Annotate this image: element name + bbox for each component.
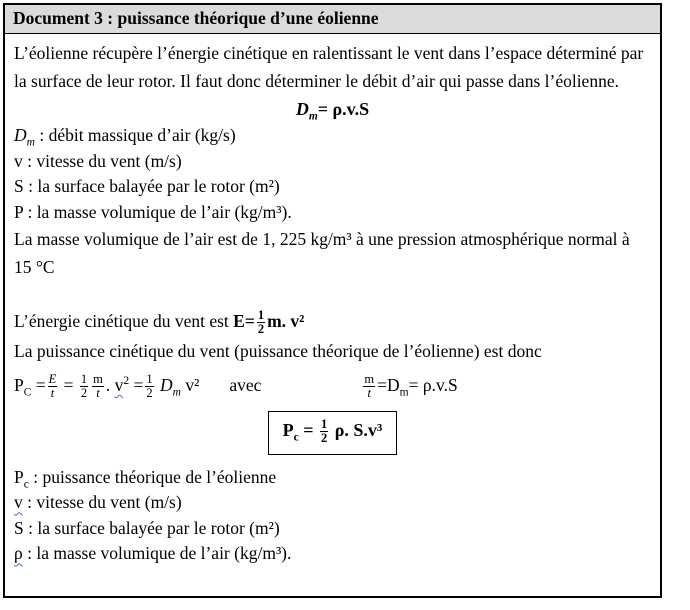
fraction-half-2: $\frac{1}{2}$ [146,371,153,401]
definition-dm-text: : débit massique d’air (kg/s) [34,125,236,145]
document-table [3,3,662,598]
boxed-formula: $P_c$ = $\frac{1}{2}$ ρ. S.v³ [268,411,398,455]
energy-lhs: E= [233,311,255,331]
power-intro-line: La puissance cinétique du vent (puissance théorique de l’éolienne) est donc [14,341,542,361]
document-header [5,5,660,34]
spellcheck-rho-def: ρ [14,543,23,564]
pc-symbol: P [14,375,24,395]
definition-v: v : vitesse du vent (m/s) [14,150,182,171]
fraction-half-1: $\frac{1}{2}$ [80,371,88,401]
document-body [5,34,660,567]
boxed-pc: P [282,420,294,440]
avec-label: avec [229,375,262,395]
energy-rhs: m. v² [267,311,305,331]
energy-fraction: $\frac{1}{2}$ [257,307,265,337]
mass-flow-formula [14,95,651,123]
power-derivation: $P_C$ = $\frac{E}{t}$ = $\frac{1}{2}$ $\frac{m}{t}$ . $v^2$ = $\frac{1}{2}$ $D_m$ v² avec $\frac{m}{t}$ $=D_m= \rho.v.S$ [14,371,458,401]
boxed-formula-container [14,411,651,455]
fraction-E-t: $\frac{E}{t}$ [48,371,57,401]
definition-dm [14,123,651,149]
kinetic-energy-line [14,305,651,337]
formula-rhs: = ρ.v.S [317,99,370,119]
formula-symbol-dm: D [295,99,309,119]
air-density-note: La masse volumique de l’air est de 1, 225 kg/m³ à une pression atmosphérique normal à 15 °C [14,229,630,277]
formula-symbol-dm-sub: m [308,110,318,123]
boxed-fraction: $\frac{1}{2}$ [321,416,328,446]
dm-symbol-2: D [387,375,400,395]
symbol-dm: D [14,125,27,145]
power-definitions [14,465,651,567]
definition-v-power: v : vitesse du vent (m/s) [14,492,182,513]
definition-rho: ρ : la masse volumique de l’air (kg/m³). [14,543,292,564]
definition-s-power: S : la surface balayée par le rotor (m²) [14,517,280,538]
definition-pc: $P_c$ : puissance théorique de l’éolienne [14,466,277,491]
dm-symbol: D [160,375,173,395]
definition-p: P : la masse volumique de l’air (kg/m³). [14,201,292,222]
symbol-dm-sub: m [26,136,35,149]
intro-paragraph: L’éolienne récupère l’énergie cinétique en ralentissant le vent dans l’espace déterminé par la surface de leur rotor. Il faut donc déterminer le débit d’air qui passe dans l’éolienne. [14,43,644,91]
fraction-m-t-2: $\frac{m}{t}$ [364,371,375,401]
kinetic-energy-formula [233,307,305,337]
fraction-m-t-1: $\frac{m}{t}$ [93,371,103,401]
definition-s: S : la surface balayée par le rotor (m²) [14,176,280,196]
spellcheck-v-def: v [14,492,23,513]
spellcheck-v: v [114,375,124,395]
kinetic-energy-prefix: L’énergie cinétique du vent est [14,311,234,331]
document-title: Document 3 : puissance théorique d’une éolienne [13,8,379,28]
